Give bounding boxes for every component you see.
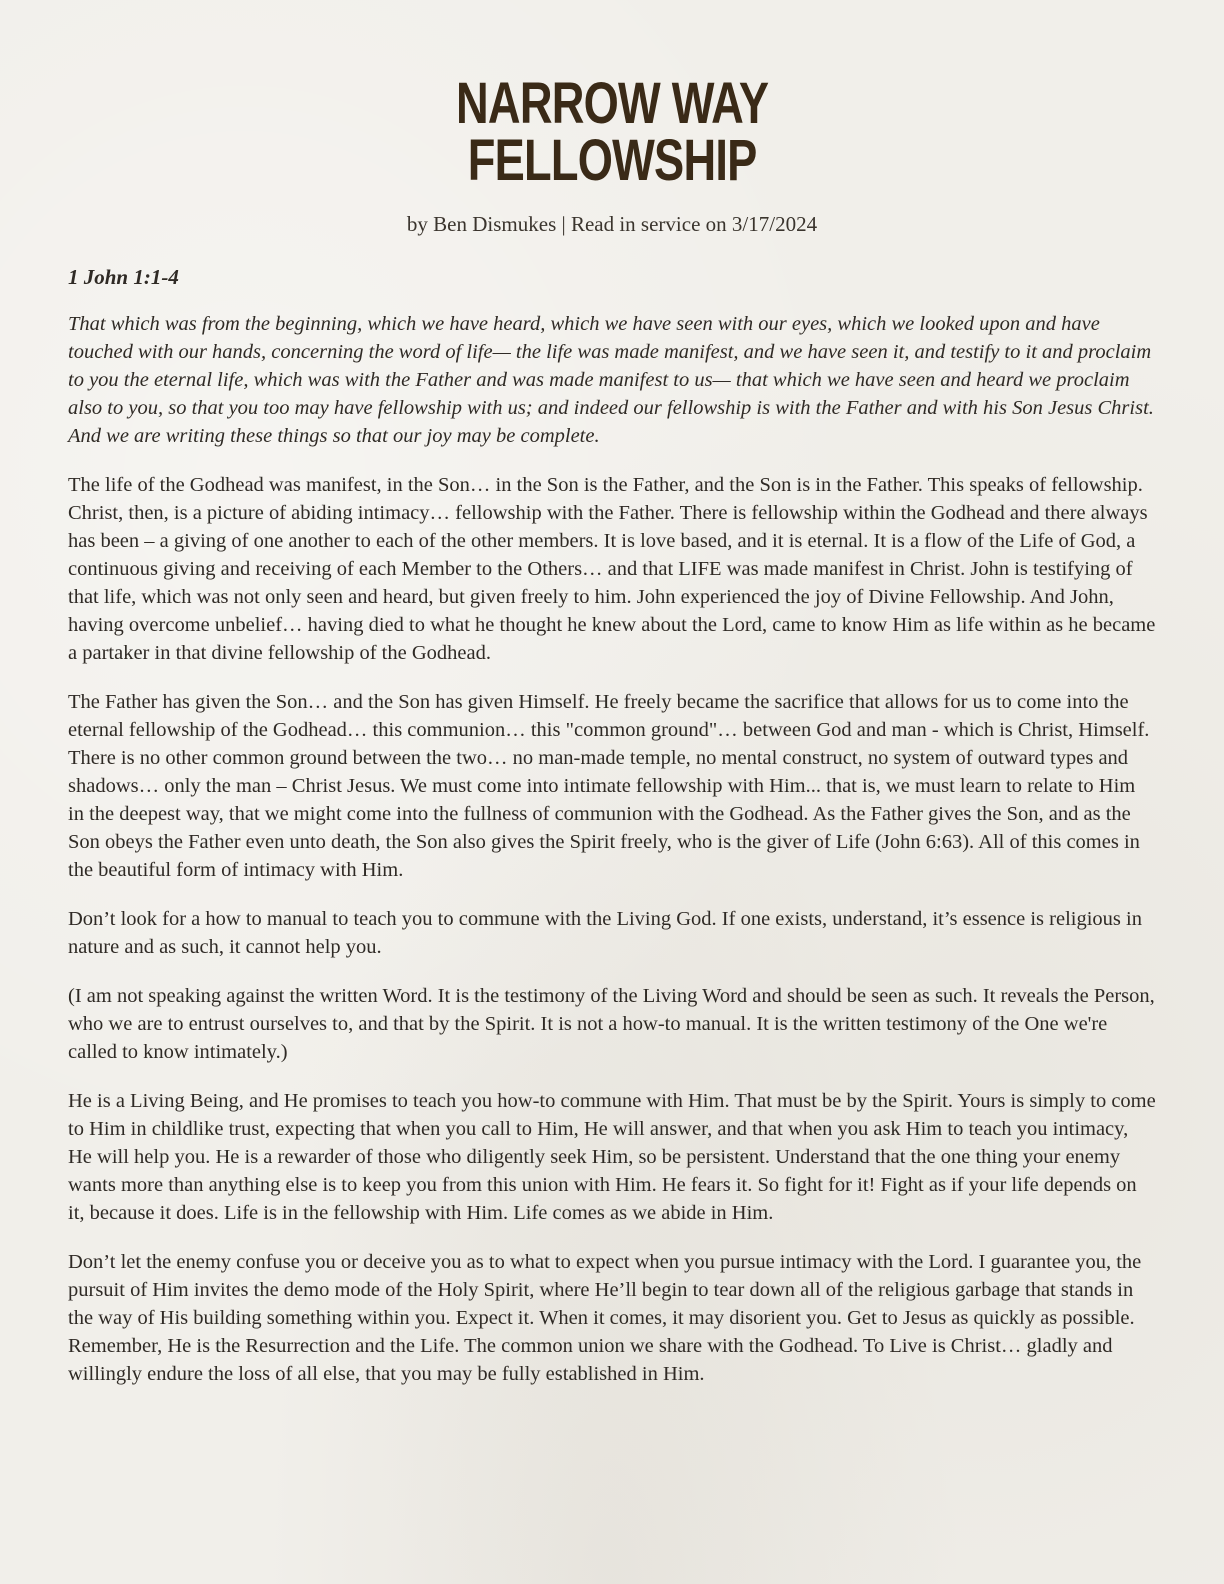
scripture-reference: 1 John 1:1-4 (68, 264, 179, 289)
masthead (68, 0, 1156, 237)
logo-line-1: NARROW WAY (455, 71, 769, 136)
body-paragraph-3: Don’t look for a how to manual to teach you to commune with the Living God. If one exists, understand, it’s essence is religious in nature and as such, it cannot help you. (68, 907, 1142, 958)
body-paragraph-4: (I am not speaking against the written Word. It is the testimony of the Living Word and should be seen as such. It reveals the Person, who we are to entrust ourselves to, and that by the Spirit. It is not a how-to manual. It is the written testimony of the One we're called to know intimately.) (68, 984, 1155, 1063)
byline: by Ben Dismukes | Read in service on 3/17/2024 (406, 211, 818, 236)
body-paragraph-5: He is a Living Being, and He promises to teach you how-to commune with Him. That must be by the Spirit. Yours is simply to come to Him in childlike trust, expecting that when you call to Him, He will answer, and that when you ask Him to teach you intimacy, He will help you. He is a rewarder of those who diligently seek Him, so be persistent. Understand that the one thing your enemy wants more than anything else is to keep you from this union with Him. He fears it. So fight for it! Fight as if your life depends on it, because it does. Life is in the fellowship with Him. Life comes as we abide in Him. (68, 1089, 1156, 1224)
body-paragraph-6: Don’t let the enemy confuse you or deceive you as to what to expect when you pursue intimacy with the Lord. I guarantee you, the pursuit of Him invites the demo mode of the Holy Spirit, where He’ll begin to tear down all of the religious garbage that stands in the way of His building something within you. Expect it. When it comes, it may disorient you. Get to Jesus as quickly as possible. Remember, He is the Resurrection and the Life. The common union we share with the Godhead. To Live is Christ… gladly and willingly endure the loss of all else, that you may be fully established in Him. (68, 1250, 1142, 1385)
scripture-text: That which was from the beginning, which we have heard, which we have seen with our eyes, which we looked upon and have touched with our hands, concerning the word of life— the life was made manifest, and we have seen it, and testify to it and proclaim to you the eternal life, which was with the Father and was made manifest to us— that which we have seen and heard we proclaim also to you, so that you too may have fellowship with us; and indeed our fellowship is with the Father and with his Son Jesus Christ. And we are writing these things so that our joy may be complete. (68, 312, 1154, 447)
body-paragraph-2: The Father has given the Son… and the Son has given Himself. He freely became the sacrifice that allows for us to come into the eternal fellowship of the Godhead… this communion… this "common ground"… between God and man - which is Christ, Himself. There is no other common ground between the two… no man-made temple, no mental construct, no system of outward types and shadows… only the man – Christ Jesus. We must come into intimate fellowship with Him... that is, we must learn to relate to Him in the deepest way, that we might come into the fullness of communion with the Godhead. As the Father gives the Son, and as the Son obeys the Father even unto death, the Son also gives the Spirit freely, who is the giver of Life (John 6:63). All of this comes in the beautiful form of intimacy with Him. (68, 690, 1150, 881)
fellowship-logo (412, 71, 812, 193)
body-paragraph-1: The life of the Godhead was manifest, in the Son… in the Son is the Father, and the Son is in the Father. This speaks of fellowship. Christ, then, is a picture of abiding intimacy… fellowship with the Father. There is fellowship within the Godhead and there always has been – a giving of one another to each of the other members. It is love based, and it is eternal. It is a flow of the Life of God, a continuous giving and receiving of each Member to the Others… and that LIFE was made manifest in Christ. John is testifying of that life, which was not only seen and heard, but given freely to him. John experienced the joy of Divine Fellowship. And John, having overcome unbelief… having died to what he thought he knew about the Lord, came to know Him as life within as he became a partaker in that divine fellowship of the Godhead. (68, 473, 1156, 664)
logo-line-2: FELLOWSHIP (467, 127, 757, 193)
